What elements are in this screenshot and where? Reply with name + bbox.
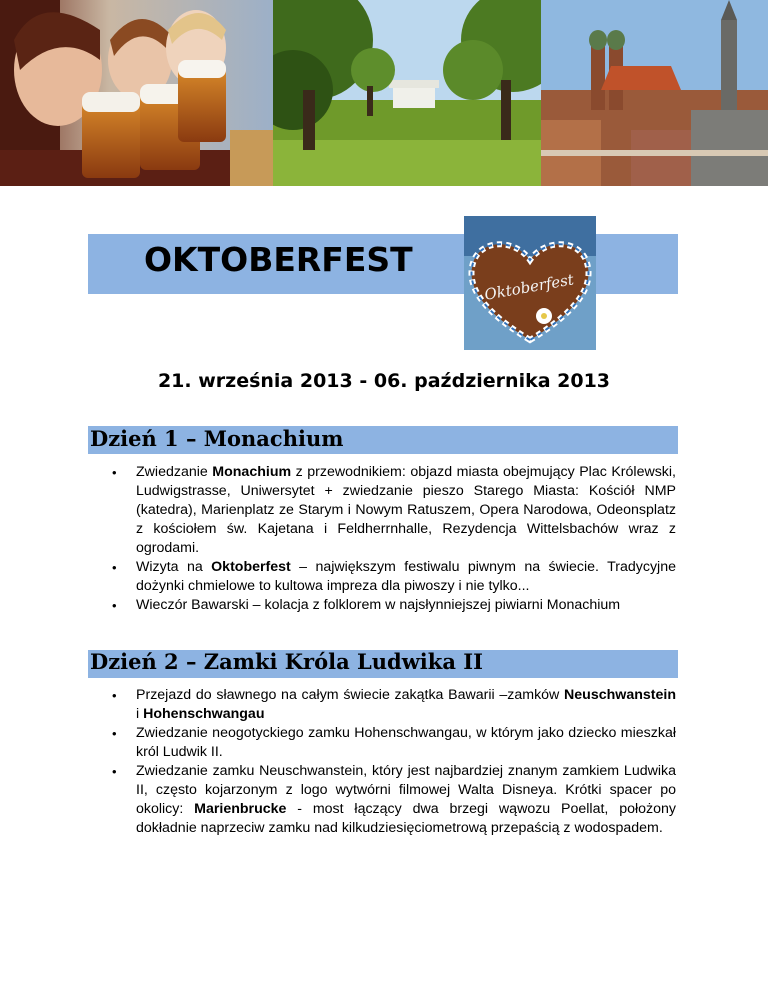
highlighted-text: Hohenschwangau (143, 706, 265, 722)
itinerary-item (136, 762, 676, 838)
highlighted-text: Neuschwanstein (564, 687, 676, 703)
heart-label: Oktoberfest (483, 270, 576, 304)
itinerary-item (136, 596, 676, 615)
item-text: Wieczór Bawarski – kolacja z folklorem w najsłynniejszej piwiarni Monachium (136, 597, 621, 613)
item-text: i (136, 706, 144, 722)
item-text: Wizyta na (136, 559, 212, 575)
highlighted-text: Marienbrucke (194, 801, 287, 817)
item-text: Zwiedzanie (136, 464, 213, 480)
item-text: Zwiedzanie neogotyckiego zamku Hohenschwangau, w którym jako dziecko mieszkał król Ludwik II. (136, 725, 676, 760)
page-title: OKTOBERFEST (144, 240, 413, 279)
itinerary-item (136, 686, 676, 724)
itinerary-item (136, 724, 676, 762)
event-dates: 21. września 2013 - 06. października 2013 (157, 370, 611, 392)
highlighted-text: Monachium (212, 464, 292, 480)
beer-toast-photo (0, 0, 273, 186)
item-text: Przejazd do sławnego na całym świecie zakątka Bawarii –zamków (136, 687, 565, 703)
day-2-title: Dzień 2 – Zamki Króla Ludwika II (90, 649, 483, 674)
item-text: z przewodnikiem: objazd miasta obejmujący Plac Królewski, Ludwigstrasse, Uniwersytet + zwiedzanie pieszo Starego Miasta: Kościół NMP (katedra), Marienplatz ze Starym i Nowym Ratuszem, Opera Narodowa, Odeonsplatz z kościołem św. Kajetana i Feldherrnhalle, Rezydencja Wittelsbachów wraz z ogrodami. (136, 464, 676, 556)
item-text: Zwiedzanie zamku Neuschwanstein, który jest najbardziej znanym zamkiem Ludwika II, często kojarzonym z logo wytwórni filmowej Walta Disneya. Krótki spacer po okolicy: (136, 763, 676, 817)
item-text: – największym festiwalu piwnym na świecie. Tradycyjne dożynki chmielowe to kultowa impreza dla piwoszy i nie tylko... (136, 559, 676, 594)
munich-cityscape-photo (541, 0, 768, 186)
item-text: - most łączący dwa brzegi wąwozu Poellat, położony dokładnie naprzeciw zamku nad kilkudziesięciometrową przepaścią z wodospadem. (136, 801, 676, 836)
itinerary-item (136, 558, 676, 596)
itinerary-item (136, 463, 676, 558)
day-1-itinerary-list (136, 463, 676, 615)
day-2-itinerary-list (136, 686, 676, 838)
park-photo (273, 0, 541, 186)
highlighted-text: Oktoberfest (211, 559, 291, 575)
gingerbread-heart-photo (464, 216, 596, 350)
day-1-title: Dzień 1 – Monachium (90, 426, 344, 451)
